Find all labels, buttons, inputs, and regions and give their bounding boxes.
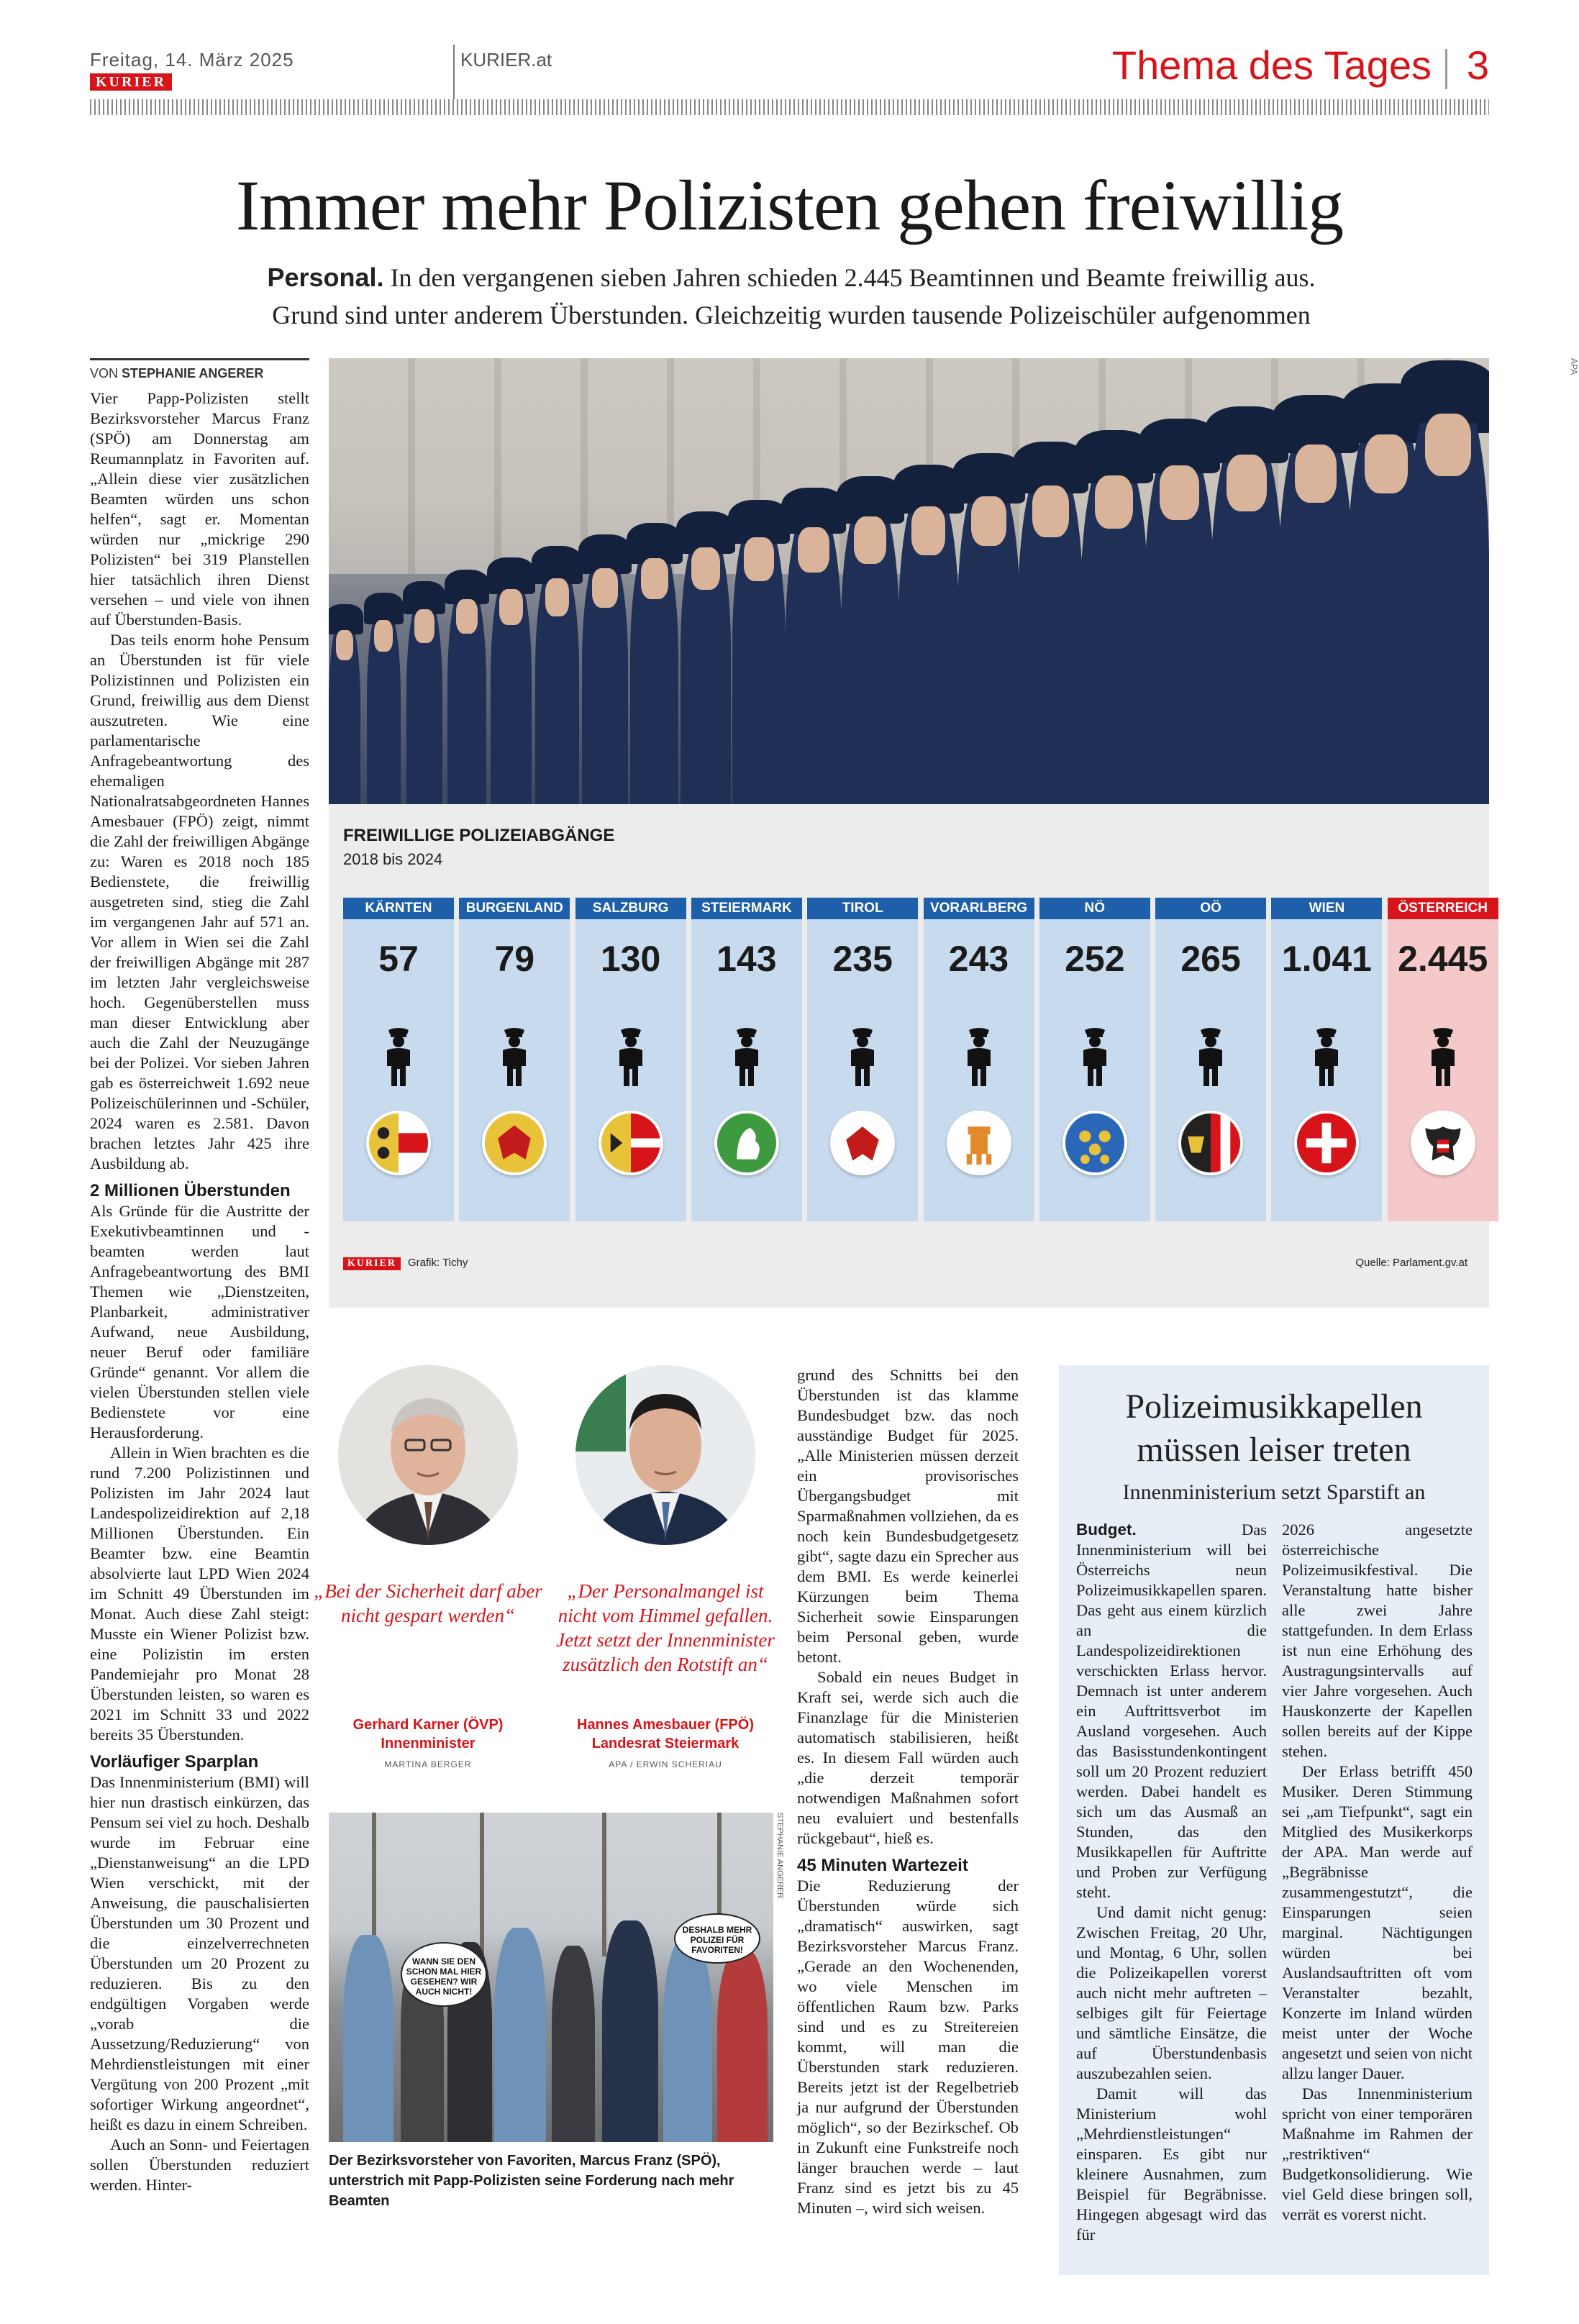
cardboard-officer — [663, 1938, 712, 2142]
speech-bubble: WANN SIE DEN SCHON MAL HIER GESEHEN? WIR AUCH NICHT! — [401, 1942, 487, 2007]
region-label: BURGENLAND — [459, 898, 570, 919]
sidebox-subtitle: Innenministerium setzt Sparstift an — [1122, 1480, 1426, 1504]
departures-value: 130 — [600, 939, 661, 979]
stat-column — [1271, 898, 1382, 1221]
person-marcus-franz — [602, 1920, 658, 2142]
paragraph: Das teils enorm hohe Pensum an Überstunden ist für viele Polizistinnen und Polizisten ein Grund, freiwillig aus dem Dienst auszutreten. Wie eine parlamentarische Anfragebeantwortung des ehemaligen Nationalratsabgeordneten Hannes Amesbauer (FPÖ) zeigt, nimmt die Zahl der freiwilligen Abgänge zu: Waren es 2018 noch 185 Bedienstete, die freiwillig ausgetreten sind, stieg die Zahl im vergangenen Jahr auf 571 an. Vor allem in Wien sei die Zahl der freiwilligen Abgänge mit 287 im letzten Jahr vergleichsweise hoch. Gegenüberstellen muss man dieser Entwicklung aber auch die Zahl der Neuzugänge bei der Polizei. Vor sieben Jahren gab es österreichweit 1.692 neue Polizeischülerinnen und -Schüler, 2024 waren es 2.581. Davon brachen letztes Jahr 425 ihre Ausbildung ab. — [90, 631, 309, 1172]
subheading: 2 Millionen Überstunden — [90, 1181, 291, 1200]
subheading: 45 Minuten Wartezeit — [797, 1856, 968, 1875]
paragraph — [1076, 1520, 1267, 1903]
police-officer-figure — [1211, 431, 1283, 804]
paragraph: Das Innenministerium (BMI) will hier nun drastisch einkürzen, das Pensum sei viel zu hoch. Deshalb wurde im Februar eine „Dienstanweisung“ an die LPD Wien verschickt, mit der Anweisung, die pauschalisierten Überstunden um 30 Prozent und die einzelverrechneten Überstunden um 20 Prozent zu reduzieren. Bis zu den endgültigen Vorgaben werde „vorab die Aussetzung/Reduzierung“ von Mehrdienstleistungen mit einer Vergütung von 200 Prozent „mit sofortiger Wirkung angeordnet“, heißt es dazu in einem Schreiben. — [90, 1773, 309, 2133]
police-officer-figure — [786, 508, 841, 804]
oesterreich-crest-icon — [1411, 1111, 1475, 1175]
face — [744, 537, 773, 581]
departures-value: 252 — [1065, 939, 1125, 979]
speech-bubble: DESHALB MEHR POLIZEI FÜR FAVORITEN! — [674, 1913, 760, 1964]
steiermark-crest-icon — [714, 1111, 779, 1175]
portrait-hannes-amesbauer — [575, 1365, 755, 1545]
face — [1425, 414, 1471, 476]
cardboard-officer — [494, 1928, 546, 2142]
stat-column — [459, 898, 570, 1221]
section-divider — [1445, 49, 1447, 89]
face — [971, 496, 1006, 547]
quote-karner-role: Innenminister — [381, 1736, 475, 1751]
article-headline: Immer mehr Polizisten gehen freiwillig — [235, 165, 1344, 245]
police-officer-icon — [1196, 1026, 1225, 1086]
face — [545, 578, 570, 616]
face — [854, 516, 886, 563]
cardboard-officer — [343, 1935, 393, 2142]
police-officer-icon — [1080, 1026, 1109, 1086]
region-label: VORARLBERG — [924, 898, 1034, 919]
police-officer-figure — [1080, 452, 1148, 804]
sidebox-column-2 — [1282, 1520, 1473, 2225]
police-officer-figure — [1278, 420, 1353, 804]
middle-body — [797, 1365, 1019, 2218]
middle-text-column — [797, 1365, 1019, 2218]
issue-date: Freitag, 14. März 2025 — [90, 49, 294, 70]
hero-photo-credit: APA — [1569, 358, 1579, 375]
departures-value: 235 — [832, 939, 893, 979]
deck-line-1: In den vergangenen sieben Jahren schieden 2.445 Beamtinnen und Beamte freiwillig aus. — [383, 263, 1316, 292]
quote-amesbauer: „Der Personalmangel ist nicht vom Himmel gefallen. Jetzt setzt der Innenminister zusätzlich den Rotstift an“ — [556, 1580, 775, 1675]
page-number: 3 — [1466, 42, 1489, 88]
kurier-logo: KURIER — [90, 73, 172, 91]
police-officer-figure — [841, 496, 899, 804]
police-officer-icon — [1312, 1026, 1341, 1086]
kaernten-crest-icon — [366, 1111, 431, 1175]
region-label: KÄRNTEN — [343, 898, 454, 919]
byline — [90, 358, 309, 381]
police-officer-figure — [406, 596, 443, 804]
paragraph: Allein in Wien brachten es die rund 7.200 Polizistinnen und Polizisten im Jahr 2024 laut Landespolizeidirektion auf 2,18 Millionen Überstunden. Ein Beamter bzw. eine Beamtin absolvierte laut LPD Wien 2024 im Schnitt 49 Überstunden im Monat. Auch diese Zahl steigt: Musste ein Wiener Polizist bzw. eine Polizistin im ersten Pandemiejahr pro Monat 28 Überstunden leisten, so waren es 2021 im Schnitt 33 und 2022 bereits 35 Überstunden. — [90, 1444, 309, 1744]
paragraph: Sobald ein neues Budget in Kraft sei, werde sich auch die Finanzlage für die Ministerien automatisch stabilisieren, heißt es. In diesem Fall würden auch „die derzeit temporär notwendigen Maßnahmen sofort neu evaluiert und bestenfalls rückgebaut“, hieß es. — [797, 1668, 1019, 1847]
paragraph: Der Erlass betrifft 450 Musiker. Deren Stimmung sei „am Tiefpunkt“, sagt ein Mitglied des Musikerkorps der APA. Man werde auf „Begräbnisse zusammengestutzt“, die Einsparungen seien marginal. Nächtigungen würden bei Auslandsauftritten oft vom Veranstalter bezahlt, Konzerte im Inland würden meist unter der Woche angesetzt und seien von nicht allzu langer Dauer. — [1282, 1762, 1473, 2082]
police-officer-figure — [898, 486, 959, 804]
photo-credit: STEPHANIE ANGERER — [775, 1813, 784, 1899]
face — [798, 527, 829, 573]
sidebox-title-line-1: Polizeimusikkapellen — [1125, 1387, 1423, 1426]
police-officer-figure — [1018, 464, 1083, 804]
quote-amesbauer-photo-credit: APA / ERWIN SCHERIAU — [609, 1759, 722, 1769]
site-url[interactable]: KURIER.at — [460, 49, 552, 70]
infographic-subtitle: 2018 bis 2024 — [343, 850, 443, 868]
quote-karner: „Bei der Sicherheit darf aber nicht gespart werden“ — [314, 1580, 542, 1626]
sidebox-column-1 — [1076, 1520, 1267, 2245]
face — [691, 547, 720, 590]
quote-amesbauer-role: Landesrat Steiermark — [591, 1736, 740, 1751]
vorarlberg-crest-icon — [947, 1111, 1011, 1175]
face — [1095, 475, 1133, 529]
region-label: WIEN — [1271, 898, 1382, 919]
police-officer-icon — [732, 1026, 761, 1086]
police-officer-figure — [329, 617, 360, 804]
subheading: Vorläufiger Sparplan — [90, 1752, 259, 1772]
photo-caption: Der Bezirksvorsteher von Favoriten, Marcus Franz (SPÖ), unterstrich mit Papp-Polizisten seine Forderung nach mehr Beamten — [329, 2153, 734, 2209]
ooe-crest-icon — [1178, 1111, 1243, 1175]
departures-value: 79 — [494, 939, 535, 979]
infographic-credit: Grafik: Tichy — [408, 1257, 468, 1269]
infographic-source: Quelle: Parlament.gv.at — [1355, 1257, 1467, 1269]
region-label: NÖ — [1039, 898, 1150, 919]
region-label: SALZBURG — [575, 898, 686, 919]
region-label: STEIERMARK — [691, 898, 802, 919]
sidebox-police-bands — [1059, 1365, 1489, 2275]
stat-column — [1388, 898, 1498, 1221]
police-officer-figure — [535, 562, 579, 804]
photo-cardboard-police — [329, 1813, 773, 2142]
paragraph: Vier Papp-Polizisten stellt Bezirksvorsteher Marcus Franz (SPÖ) am Donnerstag am Reumannplatz in Favoriten auf. „Allein diese vier zusätzlichen Beamten würden uns schon helfen“, sagt er. Momentan würden nur „mickrige 290 Polizisten“ bei 319 Planstellen hier tatsächlich ihren Dienst versehen – und viele von ihnen auf Überstunden-Basis. — [90, 389, 309, 629]
police-officer-icon — [500, 1026, 529, 1086]
header-hatch-rule — [90, 99, 1489, 115]
police-officer-figure — [957, 475, 1020, 804]
face — [1227, 455, 1267, 511]
sidebox-title — [1059, 1385, 1489, 1472]
infographic-police-departures — [329, 804, 1489, 1308]
police-officer-icon — [1429, 1026, 1457, 1086]
face — [1160, 465, 1199, 520]
left-body — [90, 388, 309, 2195]
departures-value: 2.445 — [1398, 939, 1488, 979]
paragraph: Die Reduzierung der Überstunden würde sich „dramatisch“ auswirken, sagt Bezirksvorsteher Marcus Franz. „Gerade an den Wochenenden, wo viele Menschen im öffentlichen Raum bzw. Parks sind und es zu Streitereien kommt, will man die Überstunden stark reduzieren. Bereits jetzt ist der Regelbetrieb ja nur aufgrund der Überstunden möglich“, so der Bezirkschef. Ob in Zukunft eine Funkstreife noch länger brauchen werde – laut Franz sind es jetzt bis zu 45 Minuten –, wird sich weisen. — [797, 1877, 1019, 2217]
departures-value: 57 — [378, 939, 419, 979]
paragraph: Und damit nicht genug: Zwischen Freitag, 20 Uhr, und Montag, 6 Uhr, sollen die Polizeikapellen vorerst auch nicht mehr auftreten – selbiges gilt für Feiertage und sämtliche Einsätze, die auf Überstundenbasis auszubezahlen seien. — [1076, 1903, 1267, 2082]
stat-column — [575, 898, 686, 1221]
deck-lead: Personal. — [267, 263, 384, 292]
stat-column — [1155, 898, 1266, 1221]
face — [1295, 445, 1337, 502]
paragraph: 2026 angesetzte österreichische Polizeimusikfestival. Die Veranstaltung hatte bisher alle zwei Jahre stattgefunden. In dem Erlass ist nun eine Erhöhung des Austragungsintervalls auf vier Jahre vorgesehen. Auch Hauskonzerte der Kapellen sollen bereits auf der Kippe stehen. — [1282, 1521, 1473, 1760]
police-officer-figure — [681, 529, 732, 804]
police-officer-figure — [582, 552, 628, 804]
header-divider — [453, 45, 455, 99]
paragraph: Damit will das Ministerium wohl „Mehrdienstleistungen“ einsparen. Es gibt nur kleinere Ausnahmen, zum Beispiel für Begräbnisse. Hingegen abgesagt wird das für — [1076, 2084, 1267, 2243]
byline-prefix: VON — [90, 366, 122, 381]
infographic-title: FREIWILLIGE POLIZEIABGÄNGE — [343, 826, 615, 845]
face — [911, 506, 945, 555]
face — [456, 599, 478, 634]
byline-author: STEPHANIE ANGERER — [122, 366, 264, 381]
police-officer-icon — [965, 1026, 993, 1086]
tirol-crest-icon — [830, 1111, 895, 1175]
paragraph: Als Gründe für die Austritte der Exekutivbeamtinnen und -beamten werden laut Anfragebeantwortung des BMI Themen wie „Dienstzeiten, Planbarkeit, administrativer Aufwand, neue Ausbildung, neuer Beruf oder familiäre Gründe“ genannt. Vor allem die vielen Überstunden stellen viele Bedienstete vor eine Herausforderung. — [90, 1202, 309, 1441]
region-label: OÖ — [1155, 898, 1266, 919]
police-officer-icon — [848, 1026, 877, 1086]
face — [1365, 434, 1408, 494]
region-label: ÖSTERREICH — [1388, 898, 1498, 919]
page-header — [90, 42, 1489, 128]
noe-crest-icon — [1062, 1111, 1127, 1175]
face — [374, 620, 393, 652]
sidebox-title-line-2: müssen leiser treten — [1137, 1431, 1411, 1469]
departures-value: 243 — [948, 939, 1009, 979]
police-officer-figure — [447, 584, 486, 804]
portrait-gerhard-karner — [338, 1365, 518, 1545]
stat-column — [343, 898, 454, 1221]
person — [552, 1946, 595, 2142]
police-officer-figure — [491, 573, 532, 804]
paragraph: Das Innenministerium spricht von einer temporären Maßnahme im Rahmen der „restriktiven“ Budgetkonsolidierung. Wie viel Geld diese bringen soll, verrät es vorerst nicht. — [1282, 2084, 1473, 2223]
person — [717, 1949, 768, 2142]
police-officer-figure — [732, 519, 786, 804]
face — [499, 589, 522, 626]
kurier-logo: KURIER — [343, 1257, 401, 1270]
face — [592, 568, 618, 608]
police-officer-figure — [367, 606, 401, 804]
face — [414, 609, 434, 642]
region-label: TIROL — [807, 898, 918, 919]
paragraph-text: Das Innenministerium will bei Österreichs neun Polizeimusikkapellen sparen. Das geht aus einem kürzlich an die Landespolizeidirektionen verschickten Erlass hervor. Demnach ist unter anderem ein Auftrittsverbot im Ausland vorgesehen. Auch das Basisstundenkontingent soll um 20 Prozent reduziert werden. Dabei handelt es sich um das Ausmaß an Stunden, das den Musikkapellen für Auftritte und Proben zur Verfügung steht. — [1076, 1521, 1267, 1901]
left-text-column — [90, 358, 309, 2195]
face — [641, 558, 668, 599]
police-officer-icon — [616, 1026, 645, 1086]
hero-photo-police-parade — [329, 358, 1489, 804]
departures-value: 265 — [1180, 939, 1241, 979]
stat-column — [1039, 898, 1150, 1221]
quote-amesbauer-name: Hannes Amesbauer (FPÖ) — [577, 1717, 754, 1733]
police-officer-icon — [384, 1026, 413, 1086]
stat-column — [924, 898, 1034, 1221]
section-title: Thema des Tages — [1111, 42, 1432, 88]
photo-tree — [480, 1813, 484, 1956]
police-officer-figure — [630, 540, 678, 804]
burgenland-crest-icon — [482, 1111, 547, 1175]
salzburg-crest-icon — [599, 1111, 663, 1175]
stat-column — [691, 898, 802, 1221]
paragraph: grund des Schnitts bei den Überstunden ist das klamme Bundesbudget bzw. das noch ausständige Budget für 2025. „Alle Ministerien müssen derzeit ein provisorisches Übergangsbudget mit Sparmaßnahmen vollziehen, da es noch kein Bundesbudgetgesetz gibt“, sagte dazu ein Sprecher aus dem BMI. Es werde keinerlei Kürzungen beim Thema Sicherheit sowie Einsparungen beim Personal geben, wurde betont. — [797, 1366, 1019, 1666]
face — [336, 630, 354, 660]
quote-karner-photo-credit: MARTINA BERGER — [384, 1759, 472, 1769]
article-deck — [144, 259, 1439, 334]
deck-line-2: Grund sind unter anderem Überstunden. Gleichzeitig wurden tausende Polizeischüler aufgenommen — [272, 301, 1311, 329]
police-officer-figure — [1407, 387, 1489, 804]
photo-tree — [602, 1813, 606, 1956]
paragraph: Auch an Sonn- und Feiertagen sollen Überstunden reduziert werden. Hinter- — [90, 2136, 309, 2194]
departures-value: 143 — [716, 939, 777, 979]
police-officer-figure — [1145, 442, 1214, 804]
sidebox-lead: Budget. — [1076, 1521, 1137, 1539]
departures-value: 1.041 — [1281, 939, 1372, 979]
wien-crest-icon — [1294, 1111, 1359, 1175]
stat-column — [807, 898, 918, 1221]
quote-karner-name: Gerhard Karner (ÖVP) — [352, 1717, 504, 1733]
face — [1032, 486, 1069, 537]
